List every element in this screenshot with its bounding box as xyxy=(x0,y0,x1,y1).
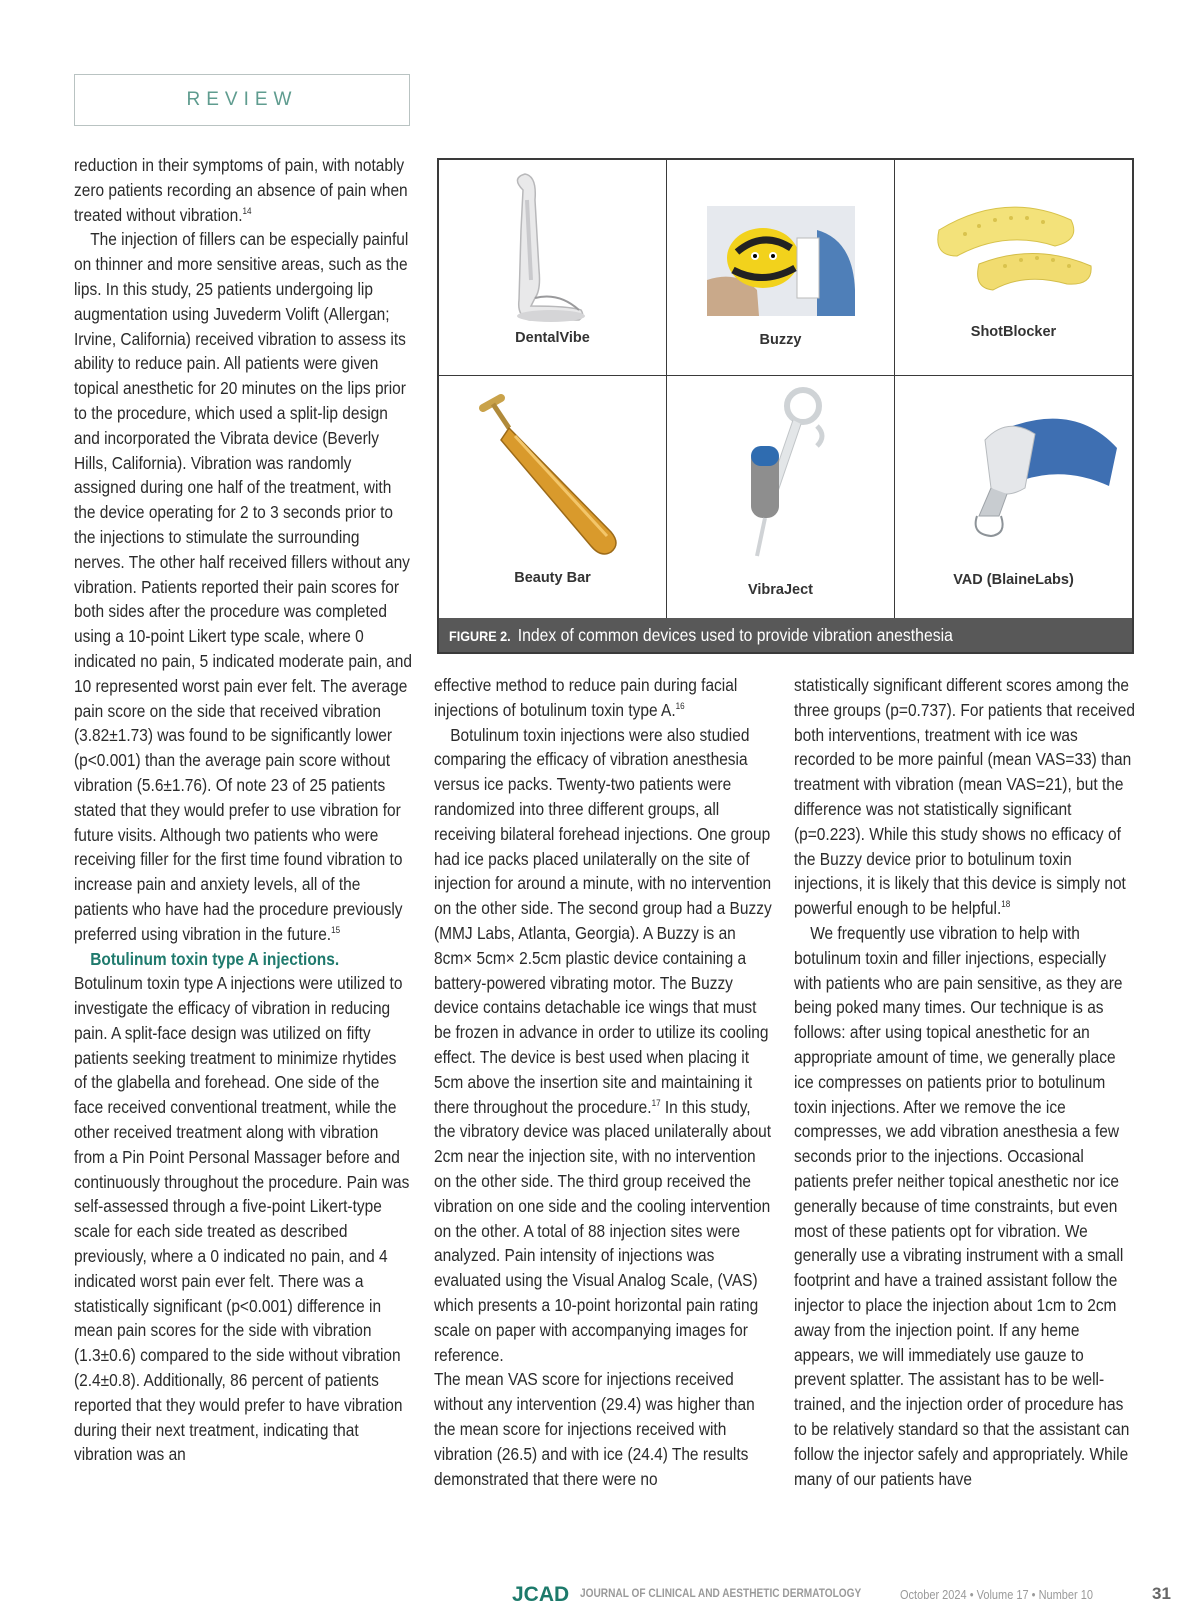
paragraph: We frequently use vibration to help with botulinum toxin and filler injections, especially with patients who are pain sensitive, as they are being poked many times. Our technique is as follows: after using topical anesthetic for an appropriate amount of time, we generally place ice compresses on patients prior to botulinum toxin injections. After we remove the ice compresses, we add vibration anesthesia a few seconds prior to the injections. Occasional patients prefer neither topical anesthetic nor ice generally because of time constraints, but even most of these patients opt for vibration. We generally use a vibrating instrument with a small footprint and have a trained assistant follow the injector to place the injection about 1cm to 2cm away from the injection point. If any heme appears, we will immediately use gauze to prevent splatter. The assistant has to be well-trained, and the injection order of procedure has to be relatively standard so that the assistant can follow the injector safely and appropriately. While many of our patients have xyxy=(794,922,1130,1489)
paragraph: Botulinum toxin type A injections were utilized to investigate the efficacy of vibration in reducing pain. A split-face design was utilized on fifty patients seeking treatment to minimize rhytides of the glabella and forehead. One side of the face received conventional treatment, while the other received treatment along with vibration from a Pin Point Personal Massager before and continuously throughout the procedure. Pain was self-assessed through a five-point Likert-type scale for each side treated as described previously, where a 0 indicated no pain, and 4 indicated worst pain ever felt. There was a statistically significant (p<0.001) difference in mean pain scores for the side with vibration (1.3±0.6) compared to the side without vibration (2.4±0.8). Additionally, 86 percent of patients reported that they would prefer to have vibration during their next treatment, indicating that vibration was an xyxy=(74,973,410,1465)
paragraph: statistically significant different scores among the three groups (p=0.737). For patients that received both interventions, treatment with ice was recorded to be more painful (mean VAS=33) than treatment with vibration (mean VAS=21), but the difference was not statistically significant (p=0.223). While this study shows no efficacy of the Buzzy device prior to botulinum toxin injections, it is likely that this device is simply not powerful enough to be helpful.$^{18}$ xyxy=(794,675,1135,919)
device-cell-vibraject xyxy=(667,376,895,622)
text-column-2 xyxy=(434,673,776,1491)
reference: 16 xyxy=(675,700,685,711)
journal-abbreviation: JCAD xyxy=(512,1583,570,1606)
paragraph: effective method to reduce pain during facial injections of botulinum toxin type A.$^{16}$ xyxy=(434,675,738,720)
reference: 14 xyxy=(242,205,252,216)
reference: 15 xyxy=(331,924,341,935)
page-number: 31 xyxy=(1152,1584,1171,1603)
paragraph: The mean VAS score for injections received without any intervention (29.4) was higher than the mean score for injections received with vibration (26.5) and with ice (24.4) The results demonstrated that there were no xyxy=(434,1369,755,1489)
caption-label: FIGURE 2. xyxy=(449,627,511,644)
figure-devices xyxy=(437,158,1134,654)
device-cell-shotblocker xyxy=(895,160,1132,376)
device-cell-vad xyxy=(895,376,1132,622)
page-footer xyxy=(0,1583,1200,1613)
device-cell-dentalvibe xyxy=(439,160,667,376)
device-cell-beauty-bar xyxy=(439,376,667,622)
device-label: Buzzy xyxy=(759,332,802,348)
caption-text: Index of common devices used to provide vibration anesthesia xyxy=(517,624,953,645)
reference: 18 xyxy=(1001,899,1011,910)
text-column-3 xyxy=(794,673,1136,1491)
reference: 17 xyxy=(651,1097,661,1108)
paragraph: reduction in their symptoms of pain, with notably zero patients recording an absence of pain when treated without vibration.$^{14}$ xyxy=(74,155,408,225)
section-label: REVIEW xyxy=(186,89,298,110)
device-label: VAD (BlaineLabs) xyxy=(953,572,1074,588)
shotblocker-image xyxy=(895,160,1132,376)
journal-name: JOURNAL OF CLINICAL AND AESTHETIC DERMATOLOGY xyxy=(580,1588,862,1600)
device-label: DentalVibe xyxy=(515,330,590,346)
device-label: Beauty Bar xyxy=(514,570,591,586)
device-cell-buzzy xyxy=(667,160,895,376)
figure-caption xyxy=(439,618,1132,652)
paragraph: Botulinum toxin injections were also studied comparing the efficacy of vibration anesthesia versus ice packs. Twenty-two patients were randomized into three different groups, all receiving bilateral forehead injections. One group had ice packs placed unilaterally on the site of injection for around a minute, with no intervention on the other side. The second group had a Buzzy (MMJ Labs, Atlanta, Georgia). A Buzzy is an 8cm× 5cm× 2.5cm plastic device containing a battery-powered vibrating motor. The Buzzy device contains detachable ice wings that must be frozen in advance in order to utilize its cooling effect. The device is best used when placing it 5cm above the insertion site and maintaining it there throughout the procedure.$^{17}$ In this study, the vibratory device was placed unilaterally about 2cm near the injection site, with no intervention on the other side. The third group received the vibration on one side and the cooling intervention on the other. A total of 88 injection sites were analyzed. Pain intensity of injections was evaluated using the Visual Analog Scale, (VAS) which presents a 10-point horizontal pain rating scale on paper with accompanying images for reference. xyxy=(434,724,772,1365)
device-label: ShotBlocker xyxy=(970,324,1057,340)
text-column-1 xyxy=(74,153,412,1467)
issue-info: October 2024 • Volume 17 • Number 10 xyxy=(900,1588,1093,1602)
subheading: Botulinum toxin type A injections. xyxy=(90,948,340,969)
section-label-box xyxy=(74,74,410,126)
device-label: VibraJect xyxy=(747,582,814,598)
paragraph: The injection of fillers can be especially painful on thinner and more sensitive areas, such as the lips. In this study, 25 patients undergoing lip augmentation using Juvederm Volift (Allergan; Irvine, California) received vibration to assess its ability to reduce pain. All patients were given topical anesthetic for 20 minutes on the lips prior to the procedure, which used a split-lip design and incorporated the Vibrata device (Beverly Hills, California). Vibration was randomly assigned during one half of the treatment, with the device operating for 2 to 3 seconds prior to the injections to stimulate the surrounding nerves. The other half received fillers without any vibration. Patients reported their pain scores for both sides after the procedure was completed using a 10-point Likert type scale, where 0 indicated no pain, 5 indicated moderate pain, and 10 represented worst pain ever felt. The average pain score on the side that received vibration (3.82±1.73) was found to be significantly lower (p<0.001) than the average pain score without vibration (5.6±1.76). Of note 23 of 25 patients stated that they would prefer to use vibration for future visits. Although two patients who were receiving filler for the first time found vibration to increase pain and anxiety levels, all of the patients who have had the procedure previously preferred using vibration in the future.$^{15}$ xyxy=(74,229,412,944)
